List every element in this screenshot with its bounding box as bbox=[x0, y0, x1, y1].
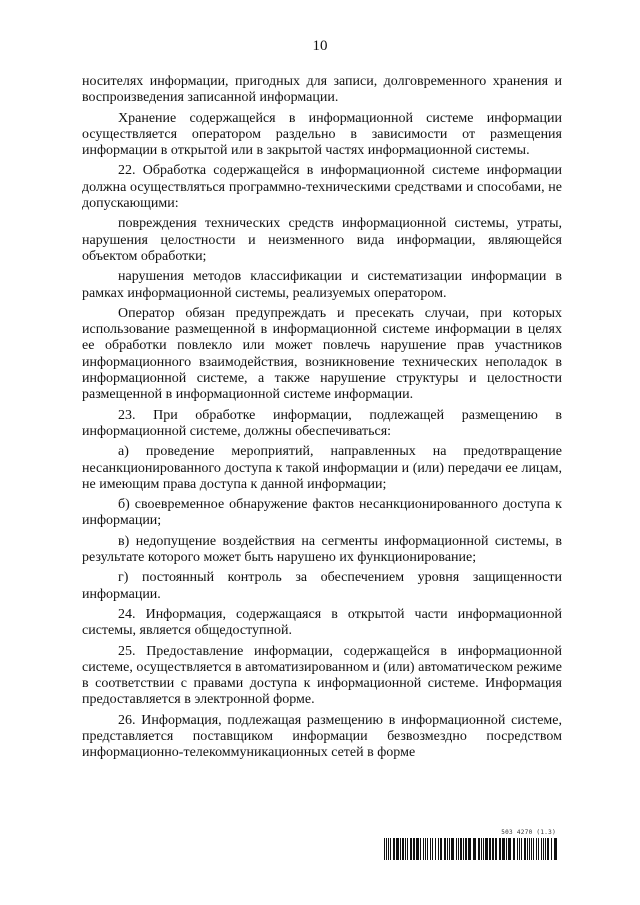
document-code: 503 4270 (1.3) bbox=[501, 829, 556, 836]
paragraph-item-23b: б) своевременное обнаружение фактов несанкционированного доступа к информации; bbox=[82, 497, 562, 529]
barcode-icon bbox=[384, 838, 558, 860]
page-number: 10 bbox=[312, 38, 328, 54]
paragraph-item-26: 26. Информация, подлежащая размещению в информационной системе, представляется поставщиком информации безвозмездно посредством информационно-телекоммуникационных сетей в форме bbox=[82, 712, 562, 761]
paragraph-item-22: 22. Обработка содержащейся в информационной системе информации должна осуществляться программно-техническими средствами и способами, не допускающими: bbox=[82, 163, 562, 212]
paragraph-item-23v: в) недопущение воздействия на сегменты информационной системы, в результате которого может быть нарушено их функционирование; bbox=[82, 533, 562, 566]
document-body bbox=[82, 74, 562, 766]
paragraph-item-23a: а) проведение мероприятий, направленных на предотвращение несанкционированного доступа к такой информации и (или) передачи ее лицам, не имеющим права доступа к данной информации; bbox=[82, 444, 562, 492]
paragraph-item-23g: г) постоянный контроль за обеспечением уровня защищенности информации. bbox=[82, 570, 562, 602]
paragraph-damage: повреждения технических средств информационной системы, утраты, нарушения целостности и неизменного вида информации, являющейся объектом обработки; bbox=[82, 216, 562, 264]
paragraph-item-25: 25. Предоставление информации, содержащейся в информационной системе, осуществляется в автоматизированном и (или) автоматическом режиме в соответствии с правами доступа к информационной системе. Информация предоставляется в электронной форме. bbox=[82, 643, 562, 708]
paragraph-classification: нарушения методов классификации и систематизации информации в рамках информационной системы, реализуемых оператором. bbox=[82, 269, 562, 301]
paragraph-item-23: 23. При обработке информации, подлежащей размещению в информационной системе, должны обеспечиваться: bbox=[82, 407, 562, 439]
paragraph-continuation: носителях информации, пригодных для записи, долговременного хранения и воспроизведения записанной информации. bbox=[82, 74, 562, 106]
paragraph-item-24: 24. Информация, содержащаяся в открытой части информационной системы, является общедоступной. bbox=[82, 606, 562, 639]
paragraph-operator-duty: Оператор обязан предупреждать и пресекать случаи, при которых использование размещенной в информационной системе информации в целях ее обработки повлекло или может повлечь нарушение прав участников информационного взаимодействия, возникновение технических неполадок в информационной системе, а также нарушение структуры и целостности размещенной в информационной системе информации. bbox=[82, 305, 562, 403]
paragraph-storage: Хранение содержащейся в информационной системе информации осуществляется оператором раздельно в зависимости от размещения информации в открытой или в закрытой частях информационной системы. bbox=[82, 110, 562, 159]
